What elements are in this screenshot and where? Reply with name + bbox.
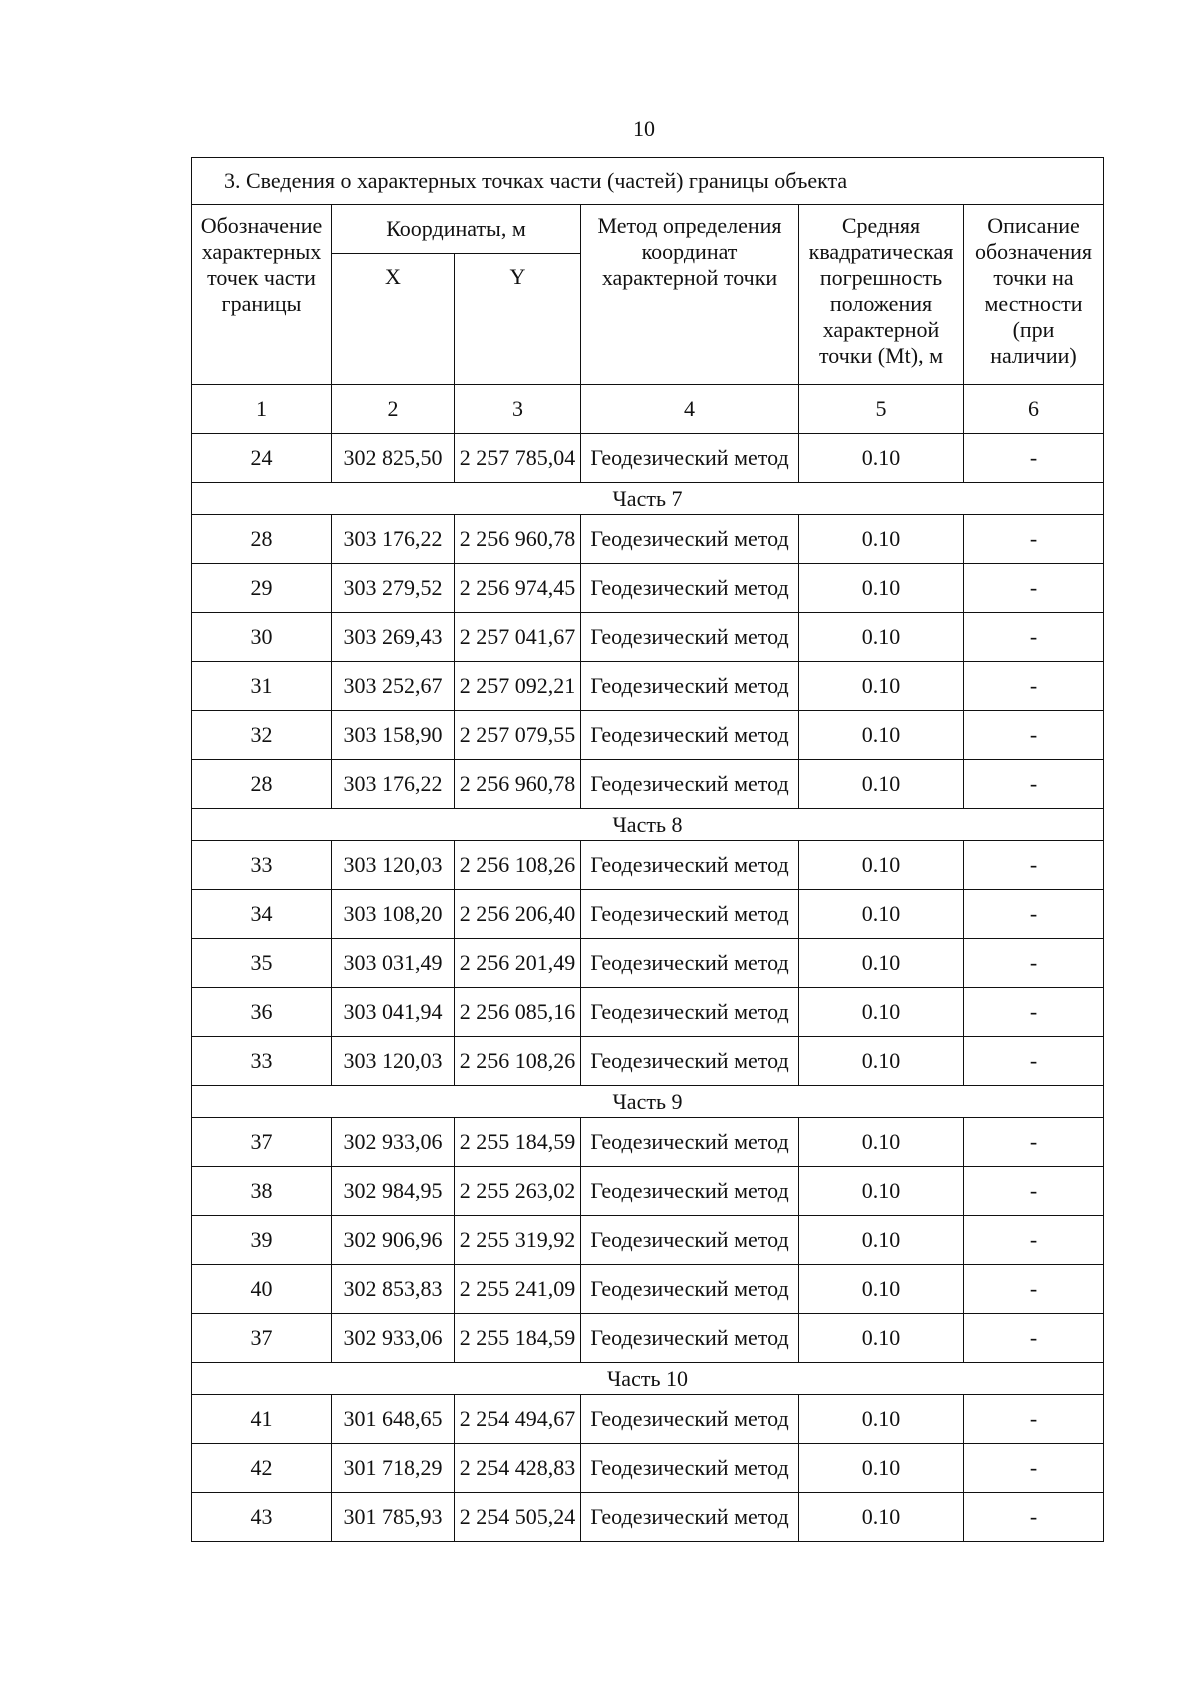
coord-y: 2 255 263,02	[455, 1167, 581, 1216]
method: Геодезический метод	[581, 711, 799, 760]
point-number: 38	[192, 1167, 332, 1216]
method: Геодезический метод	[581, 841, 799, 890]
point-description: -	[964, 1395, 1104, 1444]
coord-x: 303 158,90	[332, 711, 455, 760]
point-number: 32	[192, 711, 332, 760]
method: Геодезический метод	[581, 988, 799, 1037]
table-caption: 3. Сведения о характерных точках части (частей) границы объекта	[192, 158, 1104, 205]
point-number: 39	[192, 1216, 332, 1265]
point-number: 37	[192, 1314, 332, 1363]
point-description: -	[964, 890, 1104, 939]
part-header-row	[192, 1086, 1104, 1118]
table-row	[192, 711, 1104, 760]
part-label: Часть 9	[192, 1086, 1104, 1118]
point-number: 35	[192, 939, 332, 988]
point-number: 28	[192, 515, 332, 564]
point-description: -	[964, 939, 1104, 988]
coord-x: 302 933,06	[332, 1118, 455, 1167]
table-row	[192, 434, 1104, 483]
table-row	[192, 841, 1104, 890]
coord-y: 2 256 206,40	[455, 890, 581, 939]
point-description: -	[964, 434, 1104, 483]
header-method: Метод определения координат характерной точки	[581, 205, 799, 385]
point-description: -	[964, 1037, 1104, 1086]
mean-error: 0.10	[799, 760, 964, 809]
point-number: 30	[192, 613, 332, 662]
coord-y: 2 254 494,67	[455, 1395, 581, 1444]
method: Геодезический метод	[581, 515, 799, 564]
point-description: -	[964, 515, 1104, 564]
coord-y: 2 254 428,83	[455, 1444, 581, 1493]
coord-x: 303 252,67	[332, 662, 455, 711]
mean-error: 0.10	[799, 1037, 964, 1086]
method: Геодезический метод	[581, 760, 799, 809]
column-number: 6	[964, 385, 1104, 434]
coord-x: 303 176,22	[332, 515, 455, 564]
mean-error: 0.10	[799, 662, 964, 711]
method: Геодезический метод	[581, 613, 799, 662]
table-row	[192, 1395, 1104, 1444]
method: Геодезический метод	[581, 1314, 799, 1363]
column-number: 2	[332, 385, 455, 434]
point-description: -	[964, 1216, 1104, 1265]
method: Геодезический метод	[581, 939, 799, 988]
point-description: -	[964, 613, 1104, 662]
coord-y: 2 255 319,92	[455, 1216, 581, 1265]
mean-error: 0.10	[799, 890, 964, 939]
column-number-row	[192, 385, 1104, 434]
point-description: -	[964, 988, 1104, 1037]
point-description: -	[964, 1444, 1104, 1493]
part-header-row	[192, 809, 1104, 841]
method: Геодезический метод	[581, 662, 799, 711]
table-row	[192, 613, 1104, 662]
table-row	[192, 1167, 1104, 1216]
coord-x: 301 648,65	[332, 1395, 455, 1444]
coord-x: 302 906,96	[332, 1216, 455, 1265]
coord-x: 303 031,49	[332, 939, 455, 988]
column-number: 5	[799, 385, 964, 434]
method: Геодезический метод	[581, 434, 799, 483]
coord-x: 303 041,94	[332, 988, 455, 1037]
coord-y: 2 256 960,78	[455, 760, 581, 809]
point-description: -	[964, 662, 1104, 711]
coord-y: 2 254 505,24	[455, 1493, 581, 1542]
part-label: Часть 8	[192, 809, 1104, 841]
boundary-points-table	[191, 157, 1104, 1542]
page-number: 10	[633, 116, 655, 141]
point-number: 36	[192, 988, 332, 1037]
table-row	[192, 1216, 1104, 1265]
mean-error: 0.10	[799, 1167, 964, 1216]
coord-x: 303 120,03	[332, 1037, 455, 1086]
header-coordinates: Координаты, м	[332, 205, 581, 254]
coord-x: 303 108,20	[332, 890, 455, 939]
point-number: 31	[192, 662, 332, 711]
point-description: -	[964, 711, 1104, 760]
point-number: 24	[192, 434, 332, 483]
coord-y: 2 255 184,59	[455, 1118, 581, 1167]
header-description: Описание обозначения точки на местности (при наличии)	[964, 205, 1104, 385]
mean-error: 0.10	[799, 515, 964, 564]
point-number: 29	[192, 564, 332, 613]
coord-x: 302 825,50	[332, 434, 455, 483]
coord-y: 2 256 201,49	[455, 939, 581, 988]
mean-error: 0.10	[799, 434, 964, 483]
mean-error: 0.10	[799, 1493, 964, 1542]
method: Геодезический метод	[581, 1037, 799, 1086]
point-description: -	[964, 841, 1104, 890]
mean-error: 0.10	[799, 1216, 964, 1265]
table-row	[192, 1493, 1104, 1542]
header-x: X	[332, 254, 455, 385]
table-row	[192, 1265, 1104, 1314]
method: Геодезический метод	[581, 1493, 799, 1542]
method: Геодезический метод	[581, 1265, 799, 1314]
table-row	[192, 988, 1104, 1037]
point-description: -	[964, 564, 1104, 613]
header-error: Средняя квадратическая погрешность положения характерной точки (Mt), м	[799, 205, 964, 385]
table-row	[192, 1314, 1104, 1363]
coord-y: 2 256 974,45	[455, 564, 581, 613]
coord-x: 303 120,03	[332, 841, 455, 890]
point-number: 40	[192, 1265, 332, 1314]
coord-x: 302 853,83	[332, 1265, 455, 1314]
mean-error: 0.10	[799, 1118, 964, 1167]
method: Геодезический метод	[581, 564, 799, 613]
table-row	[192, 662, 1104, 711]
coord-x: 301 718,29	[332, 1444, 455, 1493]
point-number: 42	[192, 1444, 332, 1493]
table-row	[192, 1118, 1104, 1167]
mean-error: 0.10	[799, 1314, 964, 1363]
part-label: Часть 7	[192, 483, 1104, 515]
coord-y: 2 255 241,09	[455, 1265, 581, 1314]
header-y: Y	[455, 254, 581, 385]
point-description: -	[964, 1265, 1104, 1314]
point-number: 33	[192, 1037, 332, 1086]
part-header-row	[192, 483, 1104, 515]
coord-y: 2 257 092,21	[455, 662, 581, 711]
point-description: -	[964, 1118, 1104, 1167]
method: Геодезический метод	[581, 1216, 799, 1265]
point-number: 28	[192, 760, 332, 809]
coord-x: 302 933,06	[332, 1314, 455, 1363]
coord-y: 2 257 041,67	[455, 613, 581, 662]
table-row	[192, 1037, 1104, 1086]
part-label: Часть 10	[192, 1363, 1104, 1395]
method: Геодезический метод	[581, 1118, 799, 1167]
coord-x: 303 279,52	[332, 564, 455, 613]
mean-error: 0.10	[799, 1444, 964, 1493]
point-number: 41	[192, 1395, 332, 1444]
table-row	[192, 760, 1104, 809]
point-description: -	[964, 1314, 1104, 1363]
coord-x: 303 269,43	[332, 613, 455, 662]
point-description: -	[964, 1167, 1104, 1216]
coord-y: 2 256 108,26	[455, 1037, 581, 1086]
table-row	[192, 564, 1104, 613]
point-description: -	[964, 1493, 1104, 1542]
table-row	[192, 939, 1104, 988]
part-header-row	[192, 1363, 1104, 1395]
method: Геодезический метод	[581, 890, 799, 939]
column-number: 1	[192, 385, 332, 434]
mean-error: 0.10	[799, 564, 964, 613]
point-number: 43	[192, 1493, 332, 1542]
coord-y: 2 255 184,59	[455, 1314, 581, 1363]
coord-y: 2 256 108,26	[455, 841, 581, 890]
table-row	[192, 1444, 1104, 1493]
mean-error: 0.10	[799, 711, 964, 760]
point-number: 33	[192, 841, 332, 890]
coord-y: 2 256 085,16	[455, 988, 581, 1037]
point-number: 34	[192, 890, 332, 939]
coord-x: 302 984,95	[332, 1167, 455, 1216]
method: Геодезический метод	[581, 1444, 799, 1493]
coord-y: 2 257 785,04	[455, 434, 581, 483]
mean-error: 0.10	[799, 841, 964, 890]
mean-error: 0.10	[799, 613, 964, 662]
mean-error: 0.10	[799, 939, 964, 988]
mean-error: 0.10	[799, 988, 964, 1037]
coord-x: 303 176,22	[332, 760, 455, 809]
point-description: -	[964, 760, 1104, 809]
coord-y: 2 257 079,55	[455, 711, 581, 760]
header-designation: Обозначение характерных точек части границы	[192, 205, 332, 385]
point-number: 37	[192, 1118, 332, 1167]
method: Геодезический метод	[581, 1395, 799, 1444]
column-number: 4	[581, 385, 799, 434]
method: Геодезический метод	[581, 1167, 799, 1216]
mean-error: 0.10	[799, 1265, 964, 1314]
table-row	[192, 890, 1104, 939]
table-row	[192, 515, 1104, 564]
coord-y: 2 256 960,78	[455, 515, 581, 564]
coord-x: 301 785,93	[332, 1493, 455, 1542]
column-number: 3	[455, 385, 581, 434]
mean-error: 0.10	[799, 1395, 964, 1444]
